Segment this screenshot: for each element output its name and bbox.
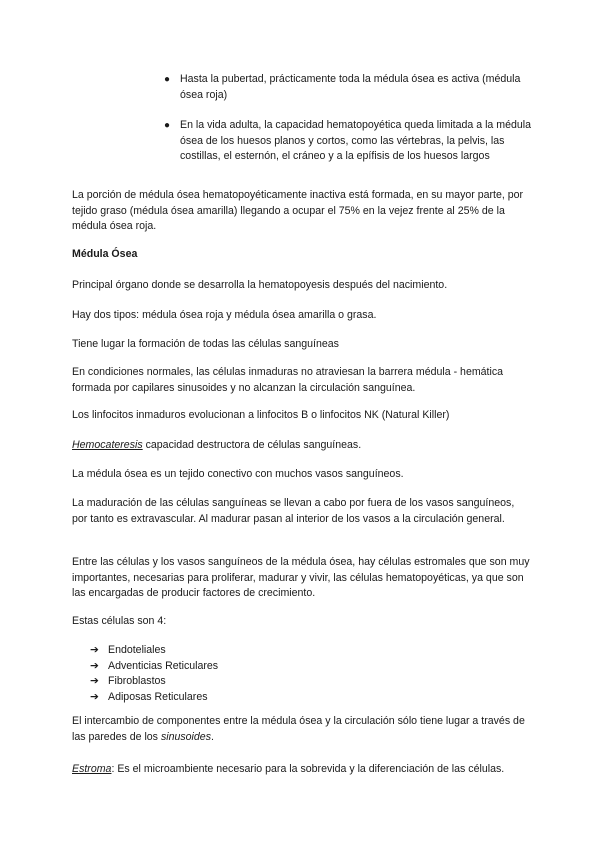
cell-types-list <box>90 643 390 705</box>
cell-type-label: Adventicias Reticulares <box>108 659 219 672</box>
list-item <box>90 690 390 706</box>
stroma-definition: : Es el microambiente necesario para la sobrevida y la diferenciación de las células. <box>111 763 505 775</box>
paragraph-cell-count: Estas células son 4: <box>72 615 167 627</box>
list-item <box>90 659 390 675</box>
paragraph-types: Hay dos tipos: médula ósea roja y médula ósea amarilla o grasa. <box>72 309 377 321</box>
paragraph-principal: Principal órgano donde se desarrolla la hematopoyesis después del nacimiento. <box>72 279 448 291</box>
paragraph-stroma <box>72 762 532 778</box>
paragraph-hemocateresis <box>72 438 532 454</box>
paragraph-lymphocytes: Los linfocitos inmaduros evolucionan a linfocitos B o linfocitos NK (Natural Killer) <box>72 409 450 421</box>
list-item <box>90 674 390 690</box>
exchange-end: . <box>211 730 214 743</box>
arrow-icon: ➔ <box>90 675 99 687</box>
arrow-icon: ➔ <box>90 690 99 703</box>
term-sinusoides: sinusoides <box>160 730 211 743</box>
paragraph-exchange <box>72 714 532 745</box>
bullet-list <box>163 72 533 180</box>
bullet-text: En la vida adulta, la capacidad hematopoyética queda limitada a la médula ósea de los huesos planos y cortos, como las vértebras, la pelvis, las costillas, el esternón, el cráneo y a la epífisis de los huesos largos <box>180 119 532 162</box>
paragraph-stromal-cells: Entre las células y los vasos sanguíneos de la médula ósea, hay células estromales que son muy importantes, necesarias para proliferar, madurar y vivir, las células hematopoyéticas, ya que son las encargadas de producir factores de crecimiento. <box>72 556 530 599</box>
paragraph-maturation: La maduración de las células sanguíneas se llevan a cabo por fuera de los vasos sanguíneos, por tanto es extravascular. Al madurar pasan al interior de los vasos a la circulación general. <box>72 497 515 525</box>
list-item <box>90 643 390 659</box>
arrow-icon: ➔ <box>90 659 99 672</box>
arrow-icon: ➔ <box>90 644 99 656</box>
bullet-icon: ● <box>164 120 171 131</box>
term-estroma: Estroma <box>72 763 112 775</box>
cell-type-label: Fibroblastos <box>108 675 166 687</box>
paragraph-normal-conditions: En condiciones normales, las células inmaduras no atraviesan la barrera médula - hemática formada por capilares sinusoides y no alcanzan la circulación sanguínea. <box>72 366 504 394</box>
list-item <box>163 118 533 165</box>
cell-type-label: Adiposas Reticulares <box>108 690 208 703</box>
bullet-text: Hasta la pubertad, prácticamente toda la médula ósea es activa (médula ósea roja) <box>180 73 521 101</box>
hemocateresis-definition: capacidad destructora de células sanguíneas. <box>142 439 362 451</box>
paragraph-formation: Tiene lugar la formación de todas las células sanguíneas <box>72 338 339 350</box>
list-item <box>163 72 533 103</box>
section-heading: Médula Ósea <box>72 248 138 260</box>
term-hemocateresis: Hemocateresis <box>72 439 143 451</box>
cell-type-label: Endoteliales <box>108 644 166 656</box>
exchange-text: El intercambio de componentes entre la médula ósea y la circulación sólo tiene lugar a través de las paredes de los <box>72 715 525 743</box>
bullet-icon: ● <box>164 74 171 85</box>
paragraph-connective-tissue: La médula ósea es un tejido conectivo con muchos vasos sanguíneos. <box>72 468 404 480</box>
paragraph-inactive-marrow: La porción de médula ósea hematopoyéticamente inactiva está formada, en su mayor parte, por tejido graso (médula ósea amarilla) llegando a ocupar el 75% en la vejez frente al 25% de la médula ósea roja. <box>72 189 524 232</box>
